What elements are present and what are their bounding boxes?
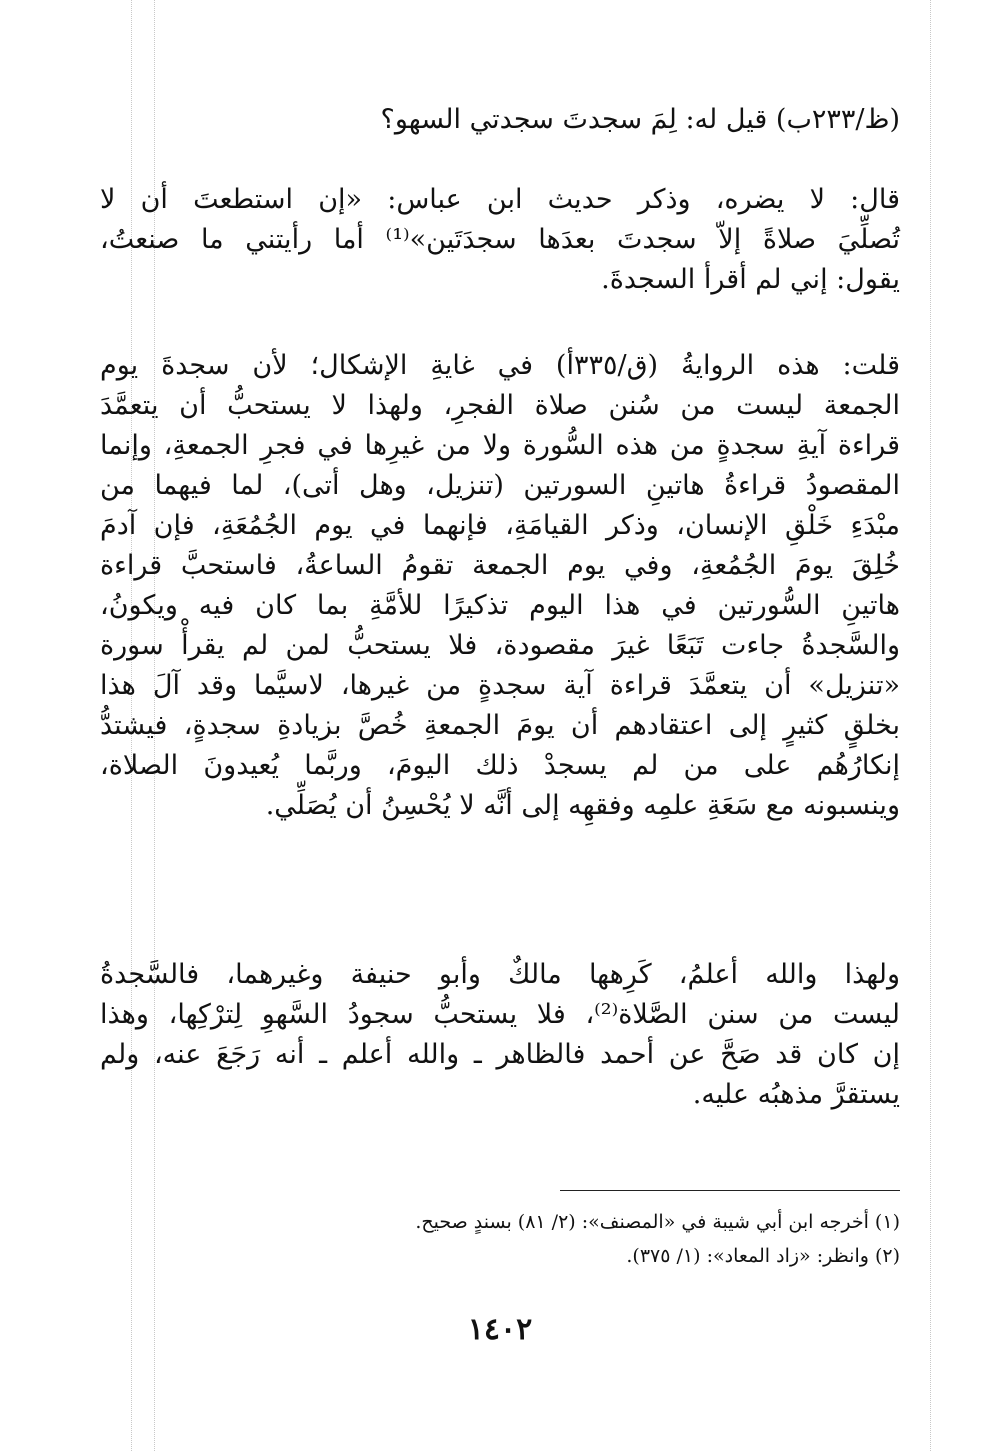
text-line: ليست من سنن الصَّلاة⁽²⁾، فلا يستحبُّ سجودُ السَّهوِ لِترْكِها، وهذا — [100, 999, 900, 1030]
text-line: الجمعة ليست من سُنن صلاة الفجرِ، ولهذا لا يستحبُّ أن يتعمَّدَ — [100, 390, 900, 421]
text-line: يستقرَّ مذهبُه عليه. — [692, 1079, 900, 1110]
footnote-2: (٢) وانظر: «زاد المعاد»: (١/ ٣٧٥). — [626, 1245, 900, 1267]
paragraph-3 — [100, 955, 900, 1115]
text-line: هاتينِ السُّورتين في هذا اليوم تذكيرًا للأمَّةِ بما كان فيه ويكونُ، — [100, 590, 900, 621]
text-line: المقصودُ قراءةُ هاتينِ السورتين (تنزيل، وهل أتى)، لما فيهما من — [100, 470, 900, 501]
page-text — [100, 100, 900, 140]
text-line: «تنزيل» أن يتعمَّدَ قراءة آية سجدةٍ من غيرها، لاسيَّما وقد آلَ هذا — [100, 670, 900, 701]
text-line: قراءة آيةِ سجدةٍ من هذه السُّورة ولا من غيرِها في فجرِ الجمعةِ، وإنما — [100, 430, 900, 461]
text-line: وينسبونه مع سَعَةِ علمِه وفقهِه إلى أنَّه لا يُحْسِنُ أن يُصَلِّي. — [265, 790, 900, 821]
paragraph-1 — [100, 180, 900, 300]
text-line: إنكارُهُم على من لم يسجدْ ذلك اليومَ، وربَّما يُعيدونَ الصلاة، — [100, 750, 900, 781]
text-line: إن كان قد صَحَّ عن أحمد فالظاهر ـ والله أعلم ـ أنه رَجَعَ عنه، ولم — [100, 1039, 900, 1070]
text-line: والسَّجدةُ جاءت تَبَعًا غيرَ مقصودة، فلا يستحبُّ لمن لم يقرأْ سورة — [100, 630, 900, 661]
page-number: ١٤٠٢ — [467, 1312, 533, 1347]
text-line: مبْدَءِ خَلْقِ الإنسان، وذكر القيامَةِ، فإنهما في يوم الجُمُعَةِ، فإن آدمَ — [100, 510, 900, 541]
text-line: يقول: إني لم أقرأ السجدةَ. — [601, 264, 900, 295]
text-line: قلت: هذه الروايةُ (ق/٣٣٥أ) في غايةِ الإشكال؛ لأن سجدةَ يوم — [100, 350, 900, 381]
footnotes — [400, 1205, 900, 1273]
text-line: خُلِقَ يومَ الجُمُعةِ، وفي يوم الجمعة تقومُ الساعةُ، فاستحبَّ قراءة — [100, 550, 900, 581]
text-line: قال: لا يضره، وذكر حديث ابن عباس: «إن استطعتَ أن لا — [100, 184, 900, 215]
paragraph-2 — [100, 346, 900, 826]
text-line: تُصلِّيَ صلاةً إلاّ سجدتَ بعدَها سجدَتَين»⁽¹⁾ أما رأيتني ما صنعتُ، — [100, 224, 900, 255]
text-line: ولهذا والله أعلمُ، كَرِهها مالكٌ وأبو حنيفة وغيرهما، فالسَّجدةُ — [100, 959, 900, 990]
footnote-separator — [560, 1190, 900, 1191]
text-line: بخلقٍ كثيرٍ إلى اعتقادهم أن يومَ الجمعةِ خُصَّ بزيادةِ سجدةٍ، فيشتدُّ — [100, 710, 900, 741]
header-line: (ظ/٢٣٣ب) قيل له: لِمَ سجدتَ سجدتي السهو؟ — [380, 104, 900, 135]
scan-margin-line — [930, 0, 931, 1451]
footnote-1: (١) أخرجه ابن أبي شيبة في «المصنف»: (٢/ ٨١) بسندٍ صحيح. — [415, 1211, 900, 1233]
